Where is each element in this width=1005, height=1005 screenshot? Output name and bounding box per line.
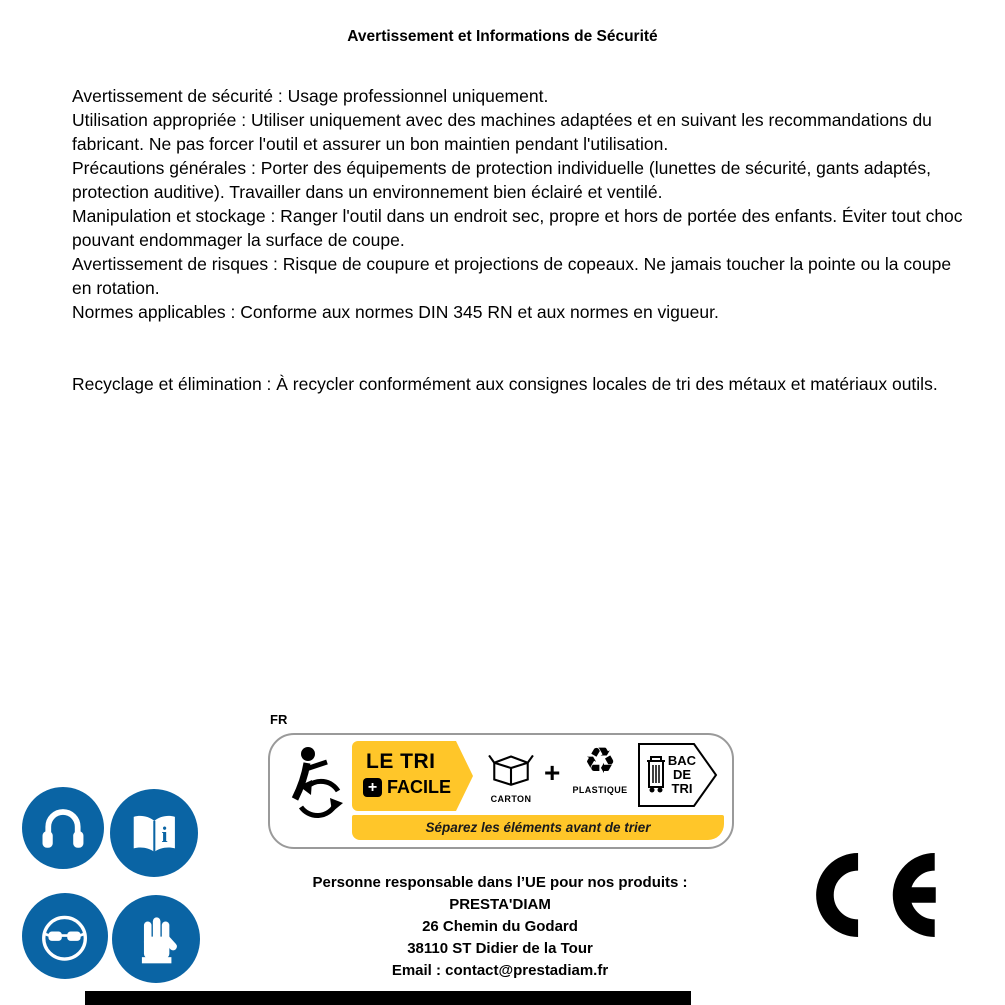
plastique-item: [568, 741, 632, 795]
recycling-triangle-icon: ♻: [583, 741, 617, 782]
address-line1: 26 Chemin du Godard: [422, 918, 578, 935]
infotri-label: [268, 733, 734, 849]
manual-letter-i: i: [161, 821, 168, 847]
company-name: PRESTA'DIAM: [449, 896, 551, 913]
address-line2: 38110 ST Didier de la Tour: [407, 940, 593, 957]
protective-gloves-sign: [112, 895, 200, 983]
paragraph-standards: Normes applicables : Conforme aux normes DIN 345 RN et aux normes en vigueur.: [72, 302, 719, 322]
sorting-bin-arrow: [638, 743, 718, 807]
read-manual-icon: [120, 799, 189, 868]
bac-de-tri-item: [638, 743, 718, 812]
safety-text-block: [72, 84, 970, 396]
letri-facile-badge: [352, 741, 456, 811]
eye-protection-sign: [22, 893, 108, 979]
paragraph-general-precautions: Précautions générales : Porter des équipements de protection individuelle (lunettes de sécurité, gants adaptés, protection auditive). Travailler dans un environnement bien éclairé et ventilé.: [72, 158, 931, 202]
paragraph-recycling: Recyclage et élimination : À recycler conformément aux consignes locales de tri des métaux et matériaux outils.: [72, 374, 938, 394]
de-text: DE: [672, 767, 692, 782]
eye-protection-icon: [31, 902, 98, 969]
tri-text: TRI: [671, 781, 693, 796]
carton-label: CARTON: [490, 794, 532, 804]
ear-protection-icon: [31, 796, 95, 860]
paragraph-risk-warning: Avertissement de risques : Risque de coupure et projections de copeaux. Ne jamais toucher la pointe ou la coupe en rotation.: [72, 254, 952, 298]
paragraph-appropriate-use: Utilisation appropriée : Utiliser uniquement avec des machines adaptées et en suivant les recommandations du fabricant. Ne pas forcer l'outil et assurer un bon maintien pendant l'utilisation.: [72, 110, 932, 154]
carton-box-icon: [488, 749, 534, 787]
responsible-person-block: [252, 872, 748, 982]
letri-text: LE TRI: [366, 750, 436, 773]
paragraph-safety-warning: Avertissement de sécurité : Usage professionnel uniquement.: [72, 86, 549, 106]
sorting-instruction-strip: Séparez les éléments avant de trier: [352, 815, 724, 840]
read-manual-sign: [110, 789, 198, 877]
responsible-intro: Personne responsable dans l’UE pour nos produits :: [312, 874, 688, 891]
triman-icon: [282, 745, 346, 829]
plastique-label: PLASTIQUE: [572, 785, 628, 795]
bottom-black-bar: [85, 991, 691, 1005]
paragraph-handling-storage: Manipulation et stockage : Ranger l'outil dans un endroit sec, propre et hors de portée des enfants. Éviter tout choc pouvant endommager la surface de coupe.: [72, 206, 963, 250]
plus-separator: +: [544, 757, 561, 788]
country-code-label: FR: [270, 712, 288, 727]
protective-gloves-icon: [122, 905, 191, 974]
plus-icon: +: [363, 778, 382, 797]
ce-mark-logo: [798, 848, 943, 942]
facile-text: FACILE: [387, 777, 452, 797]
contact-email: Email : contact@prestadiam.fr: [391, 962, 609, 979]
bac-text: BAC: [667, 753, 697, 768]
ear-protection-sign: [22, 787, 104, 869]
page-title: Avertissement et Informations de Sécurité: [347, 28, 658, 45]
carton-item: [482, 749, 540, 804]
